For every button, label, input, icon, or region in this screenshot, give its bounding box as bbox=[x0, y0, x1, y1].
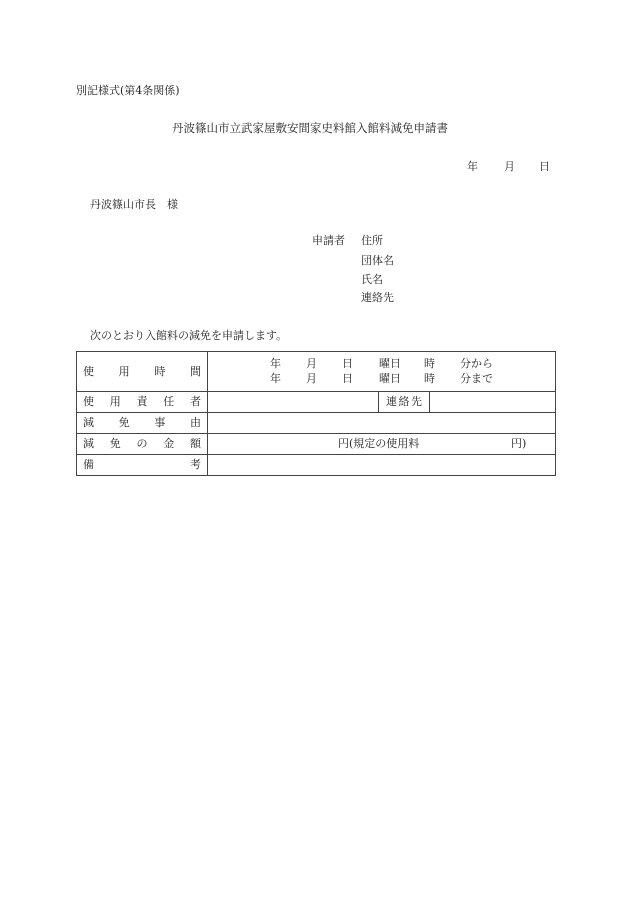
table-row bbox=[77, 413, 556, 434]
usage-time-label: 使用時間 bbox=[77, 352, 208, 392]
addressee: 丹波篠山市長 様 bbox=[90, 198, 178, 211]
to-weekday: 曜日 bbox=[379, 372, 401, 385]
from-minute: 分から bbox=[460, 357, 493, 370]
page-title: 丹波篠山市立武家屋敷安間家史料館入館料減免申請書 bbox=[172, 121, 448, 135]
amount-yen-text: 円(規定の使用料 bbox=[338, 437, 420, 450]
to-hour: 時 bbox=[424, 372, 435, 385]
form-reference: 別記様式(第4条関係) bbox=[76, 84, 180, 97]
table-row bbox=[77, 434, 556, 455]
table-row bbox=[77, 392, 556, 413]
date-year: 年 bbox=[467, 160, 478, 173]
amount-yen-close: 円) bbox=[511, 437, 527, 450]
amount-field[interactable] bbox=[208, 434, 556, 455]
from-day: 日 bbox=[342, 357, 353, 370]
applicant-address-label: 住所 bbox=[361, 234, 383, 247]
to-day: 日 bbox=[342, 372, 353, 385]
responsible-field[interactable] bbox=[208, 392, 379, 413]
from-weekday: 曜日 bbox=[379, 357, 401, 370]
application-table bbox=[76, 351, 556, 476]
responsible-label: 使用責任者 bbox=[77, 392, 208, 413]
intro-text: 次のとおり入館料の減免を申請します。 bbox=[90, 329, 288, 342]
reason-label: 減免事由 bbox=[77, 413, 208, 434]
from-month: 月 bbox=[306, 357, 317, 370]
usage-time-field[interactable] bbox=[208, 352, 556, 392]
from-hour: 時 bbox=[424, 357, 435, 370]
remarks-field[interactable] bbox=[208, 455, 556, 476]
to-month: 月 bbox=[306, 372, 317, 385]
table-row bbox=[77, 352, 556, 392]
from-year: 年 bbox=[270, 357, 281, 370]
to-year: 年 bbox=[270, 372, 281, 385]
applicant-contact-label: 連絡先 bbox=[361, 291, 394, 304]
reason-field[interactable] bbox=[208, 413, 556, 434]
remarks-label: 備考 bbox=[77, 455, 208, 476]
amount-label: 減免の金額 bbox=[77, 434, 208, 455]
applicant-label: 申請者 bbox=[312, 234, 345, 247]
applicant-organization-label: 団体名 bbox=[361, 254, 394, 267]
date-day: 日 bbox=[539, 160, 550, 173]
applicant-name-label: 氏名 bbox=[361, 273, 383, 286]
to-minute: 分まで bbox=[460, 372, 493, 385]
date-month: 月 bbox=[504, 160, 515, 173]
responsible-contact-field[interactable] bbox=[430, 392, 556, 413]
responsible-contact-label: 連絡先 bbox=[379, 392, 430, 413]
table-row bbox=[77, 455, 556, 476]
